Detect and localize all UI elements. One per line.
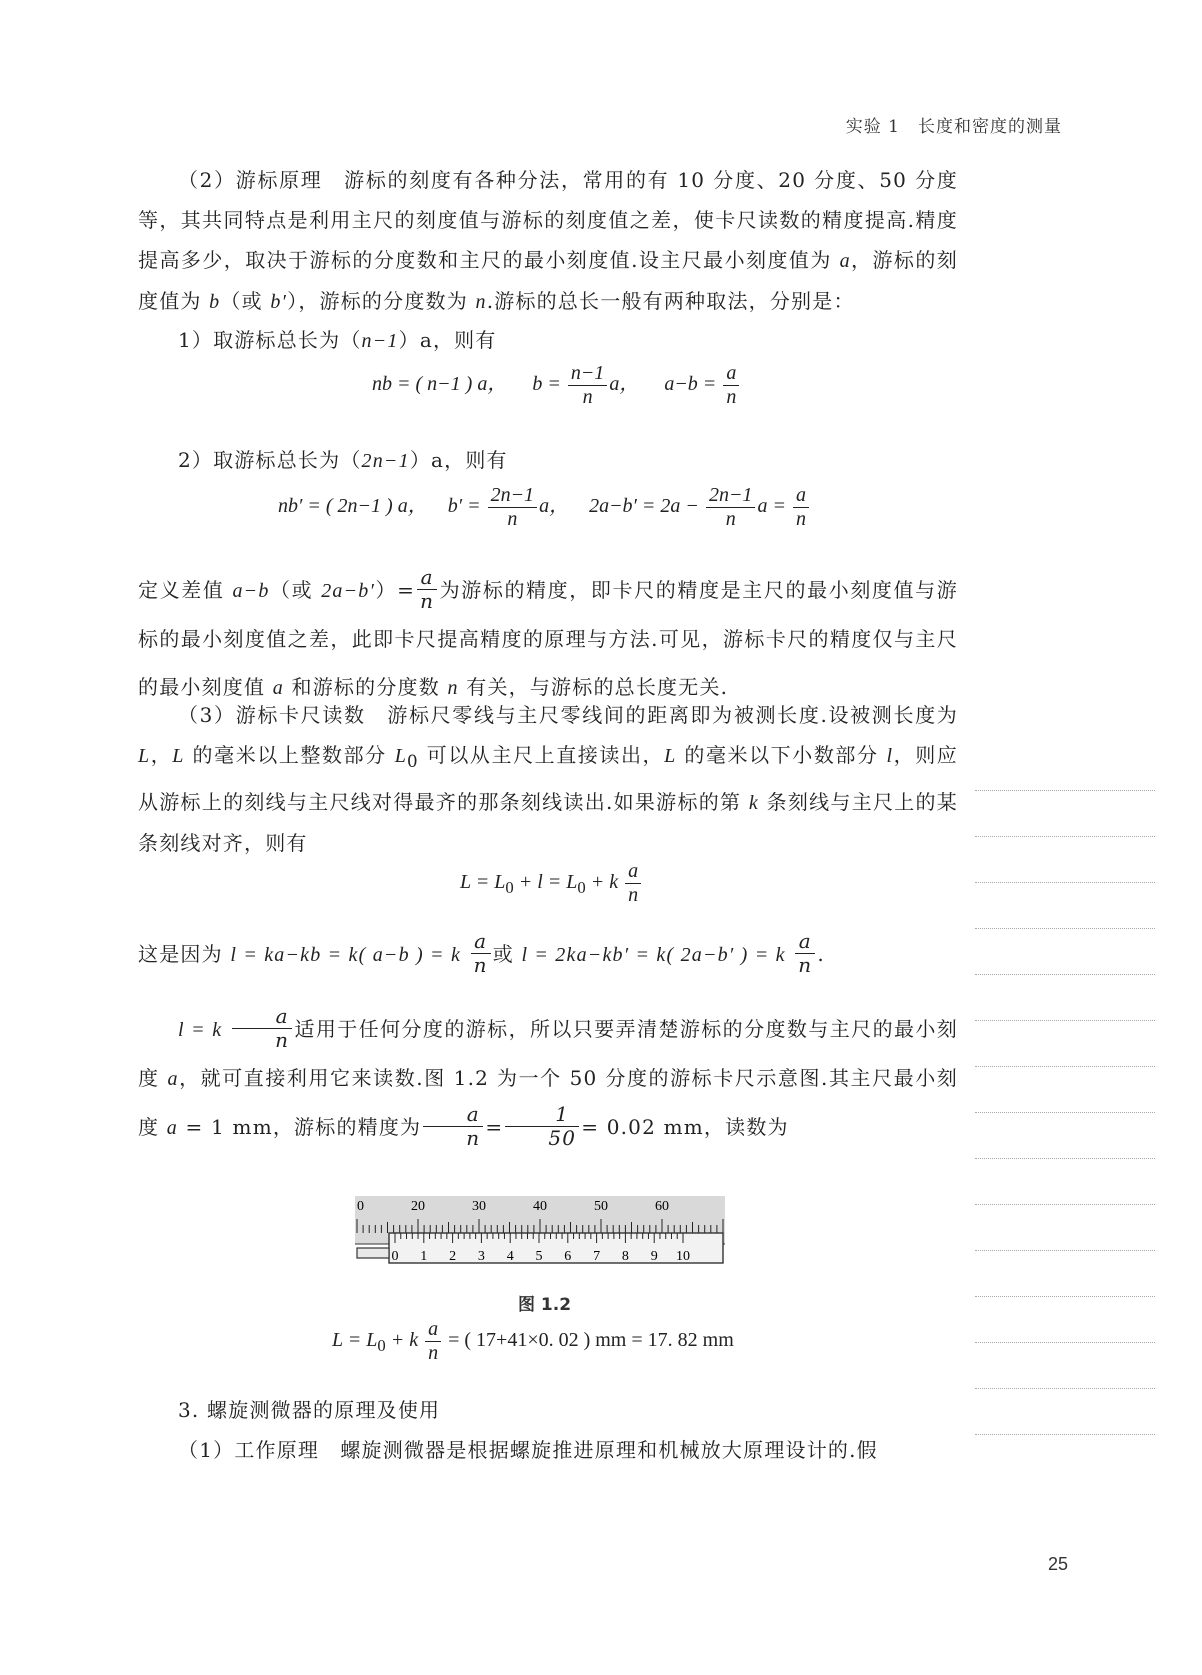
page-number: 25 (1048, 1554, 1069, 1574)
fraction: $\frac{2n-1}{n}$ (706, 484, 756, 531)
main-scale-label: 60 (655, 1199, 669, 1214)
note-line (975, 1296, 1155, 1297)
vernier-scale-label: 4 (506, 1249, 514, 1264)
note-line (975, 928, 1155, 929)
paragraph-micrometer-principle: （1）工作原理 螺旋测微器是根据螺旋推进原理和机械放大原理设计的.假 (178, 1438, 878, 1462)
fraction: $\frac{a}{n}$ (423, 1103, 483, 1150)
vernier-scale-label: 3 (477, 1249, 485, 1264)
fraction: $\frac{2n-1}{n}$ (488, 484, 538, 531)
equation-3: $L = L_0 + l = L_0 + k$ $\frac{a}{n}$ (460, 860, 643, 907)
case-1-line: 1）取游标总长为（n−1）a，则有 (178, 328, 497, 352)
paragraph-vernier-reading: （3）游标卡尺读数 游标尺零线与主尺零线间的距离即为被测长度.设被测长度为 L，L 的毫米以上整数部分 $L_0$ 可以从主尺上直接读出，L 的毫米以下小数部分 l，则应从游标上的刻线与主尺线对得最齐的那条刻线读出.如果游标的第 k 条刻线与主尺上的某条刻线对齐，则有 (138, 703, 958, 855)
vernier-scale-label: 0 (391, 1249, 399, 1264)
main-scale-label: 0 (357, 1199, 364, 1214)
margin-note-lines (975, 790, 1155, 1480)
fraction: $\frac{1}{50}$ (505, 1103, 579, 1150)
vernier-scale-label: 2 (449, 1249, 457, 1264)
case-2-line: 2）取游标总长为（2n−1）a，则有 (178, 448, 508, 472)
note-line (975, 1066, 1155, 1067)
running-header: 实验 1 长度和密度的测量 (845, 117, 1062, 137)
vernier-scale-label: 1 (420, 1249, 428, 1264)
fraction: $\frac{a}{n}$ (471, 930, 491, 977)
note-line (975, 1112, 1155, 1113)
paragraph-precision-definition: 定义差值 a−b（或 2a−b′）= $\frac{a}{n}$ 为游标的精度，即卡尺的精度是主尺的最小刻度值与游标的最小刻度值之差，此即卡尺提高精度的原理与方法.可见，游标卡尺的精度仅与主尺的最小刻度值 a 和游标的分度数 n 有关，与游标的总长度无关. (138, 565, 958, 699)
fraction: $\frac{a}{n}$ (795, 930, 815, 977)
fraction: $\frac{n-1}{n}$ (568, 362, 608, 409)
main-scale-label: 20 (411, 1199, 425, 1214)
vernier-scale-label: 7 (593, 1249, 601, 1264)
paragraph-because: 这是因为 l = ka−kb = k( a−b ) = k $\frac{a}{n}$ 或 l = 2ka−kb′ = k( 2a−b′ ) = k $\frac{a}{n}$ . (138, 929, 825, 977)
fraction: $\frac{a}{n}$ (793, 484, 809, 531)
fraction: $\frac{a}{n}$ (425, 1318, 441, 1365)
note-line (975, 882, 1155, 883)
note-line (975, 1250, 1155, 1251)
paragraph-general-formula: l = k $\frac{a}{n}$ 适用于任何分度的游标，所以只要弄清楚游标的分度数与主尺的最小刻度 a，就可直接利用它来读数.图 1.2 为一个 50 分度的游标卡尺示意图.其主尺最小刻度 a = 1 mm，游标的精度为 $\frac{a}{n}$ = $\frac{1}{50}$ = 0.02 mm，读数为 (138, 1004, 959, 1150)
section-3-heading: 3. 螺旋测微器的原理及使用 (178, 1398, 441, 1422)
note-line (975, 1204, 1155, 1205)
fraction: $\frac{a}{n}$ (417, 566, 437, 613)
vernier-scale-label: 6 (564, 1249, 572, 1264)
fraction: $\frac{a}{n}$ (723, 362, 739, 409)
vernier-caliper-figure (355, 1196, 725, 1272)
main-scale-label: 50 (594, 1199, 608, 1214)
note-line (975, 1342, 1155, 1343)
paragraph-vernier-principle: （2）游标原理 游标的刻度有各种分法，常用的有 10 分度、20 分度、50 分度等，其共同特点是利用主尺的刻度值与游标的刻度值之差，使卡尺读数的精度提高.精度提高多少，取决于游标的分度数和主尺的最小刻度值.设主尺最小刻度值为 a，游标的刻度值为 b（或 b′），游标的分度数为 n.游标的总长一般有两种取法，分别是： (138, 168, 959, 313)
equation-1: nb = ( n−1 ) a， b = $\frac{n-1}{n}$ a， a−b = $\frac{a}{n}$ (372, 362, 741, 409)
note-line (975, 1158, 1155, 1159)
equation-2: nb′ = ( 2n−1 ) a， b′ = $\frac{2n-1}{n}$ a， 2a−b′ = 2a − $\frac{2n-1}{n}$ a = $\frac{a}{n}$ (278, 484, 811, 531)
fraction: $\frac{a}{n}$ (232, 1005, 292, 1052)
fraction: $\frac{a}{n}$ (625, 860, 641, 907)
main-scale-label: 30 (472, 1199, 486, 1214)
note-line (975, 836, 1155, 837)
vernier-scale-label: 5 (535, 1249, 543, 1264)
depth-rod (357, 1248, 389, 1258)
note-line (975, 1388, 1155, 1389)
note-line (975, 1434, 1155, 1435)
equation-4: $L = L_0 + k$ $\frac{a}{n}$ = ( 17+41×0. 02 ) mm = 17. 82 mm (332, 1318, 734, 1364)
vernier-scale-label: 8 (621, 1249, 629, 1264)
note-line (975, 790, 1155, 791)
figure-caption: 图 1.2 (518, 1295, 572, 1315)
paragraph-lead: （2）游标原理 (178, 168, 345, 192)
main-scale-label: 40 (533, 1199, 547, 1214)
note-line (975, 974, 1155, 975)
vernier-scale-label: 10 (676, 1249, 690, 1264)
note-line (975, 1020, 1155, 1021)
vernier-scale-label: 9 (650, 1249, 658, 1264)
